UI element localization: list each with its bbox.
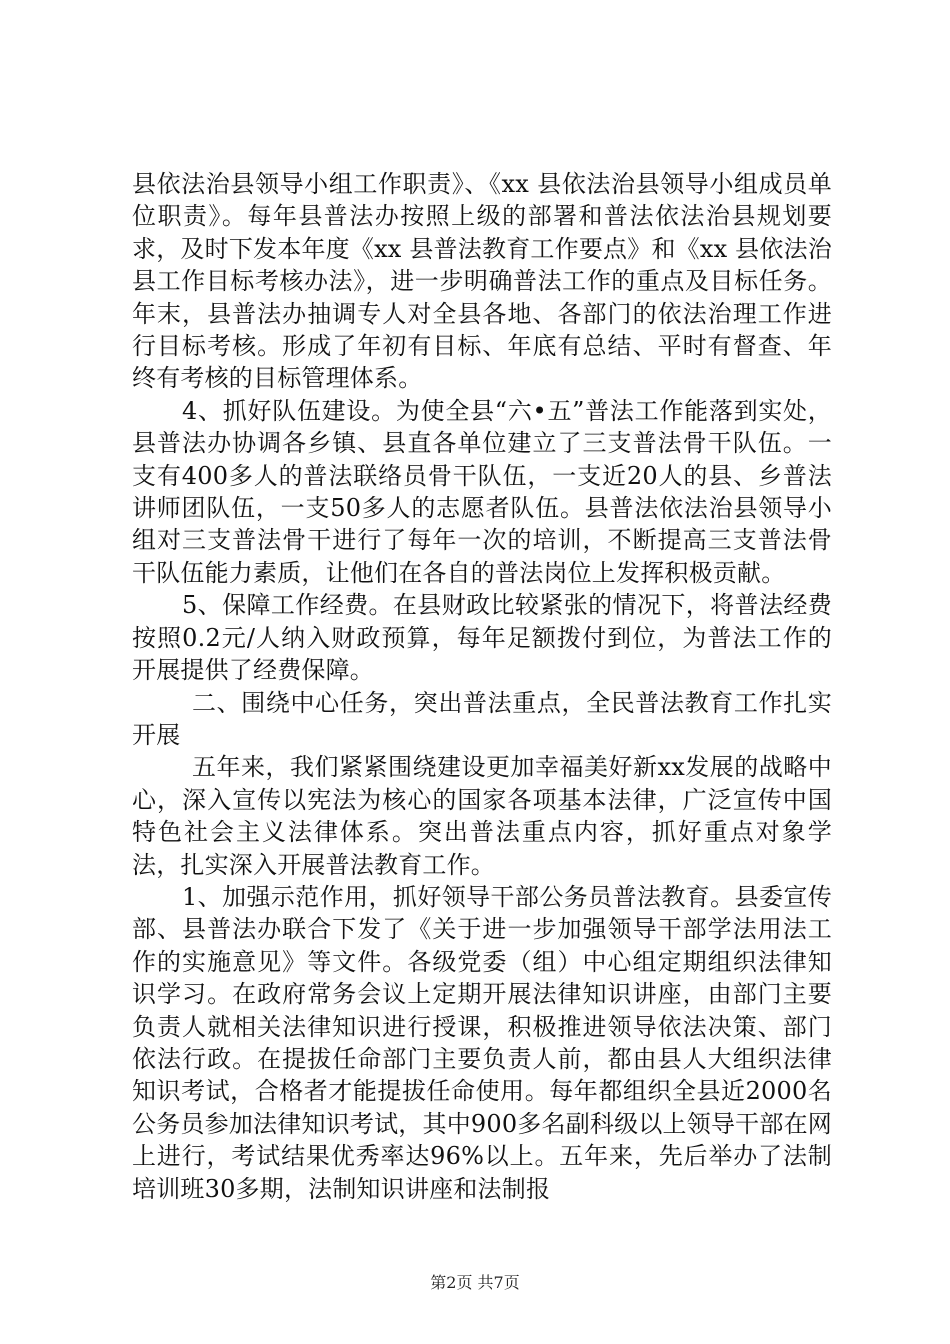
paragraph-team-building: 4、抓好队伍建设。为使全县“六•五”普法工作能落到实处，县普法办协调各乡镇、县直各单位建立了三支普法骨干队伍。一支有400多人的普法联络员骨干队伍，一支近20人的县、乡普法讲师团队伍，一支50多人的志愿者队伍。县普法依法治县领导小组对三支普法骨干进行了每年一次的培训，不断提高三支普法骨干队伍能力素质，让他们在各自的普法岗位上发挥积极贡献。 [132, 396, 832, 587]
paragraph-leader-education: 1、加强示范作用，抓好领导干部公务员普法教育。县委宣传部、县普法办联合下发了《关于进一步加强领导干部学法用法工作的实施意见》等文件。各级党委（组）中心组定期组织法律知识学习。在政府常务会议上定期开展法律知识讲座，由部门主要负责人就相关法律知识进行授课，积极推进领导依法决策、部门依法行政。在提拔任命部门主要负责人前，都由县人大组织法律知识考试，合格者才能提拔任命使用。每年都组织全县近2000名公务员参加法律知识考试，其中900多名副科级以上领导干部在网上进行，考试结果优秀率达96%以上。五年来，先后举办了法制培训班30多期，法制知识讲座和法制报 [132, 882, 832, 1203]
page-number-footer: 第2页 共7页 [430, 1273, 520, 1292]
paragraph-continuation: 县依法治县领导小组工作职责》、《xx 县依法治县领导小组成员单位职责》。每年县普法办按照上级的部署和普法依法治县规划要求，及时下发本年度《xx 县普法教育工作要点》和《xx 县依法治县工作目标考核办法》，进一步明确普法工作的重点及目标任务。年末，县普法办抽调专人对全县各地、各部门的依法治理工作进行目标考核。形成了年初有目标、年底有总结、平时有督查、年终有考核的目标管理体系。 [132, 170, 832, 393]
paragraph-funding: 5、保障工作经费。在县财政比较紧张的情况下，将普法经费按照0.2元/人纳入财政预算，每年足额拨付到位，为普法工作的开展提供了经费保障。 [132, 591, 832, 685]
section-heading-2: 二、围绕中心任务，突出普法重点，全民普法教育工作扎实开展 [132, 688, 832, 749]
document-body [132, 168, 832, 1205]
paragraph-five-years: 五年来，我们紧紧围绕建设更加幸福美好新xx发展的战略中心，深入宣传以宪法为核心的国家各项基本法律，广泛宣传中国特色社会主义法律体系。突出普法重点内容，抓好重点对象学法，扎实深入开展普法教育工作。 [132, 753, 832, 879]
